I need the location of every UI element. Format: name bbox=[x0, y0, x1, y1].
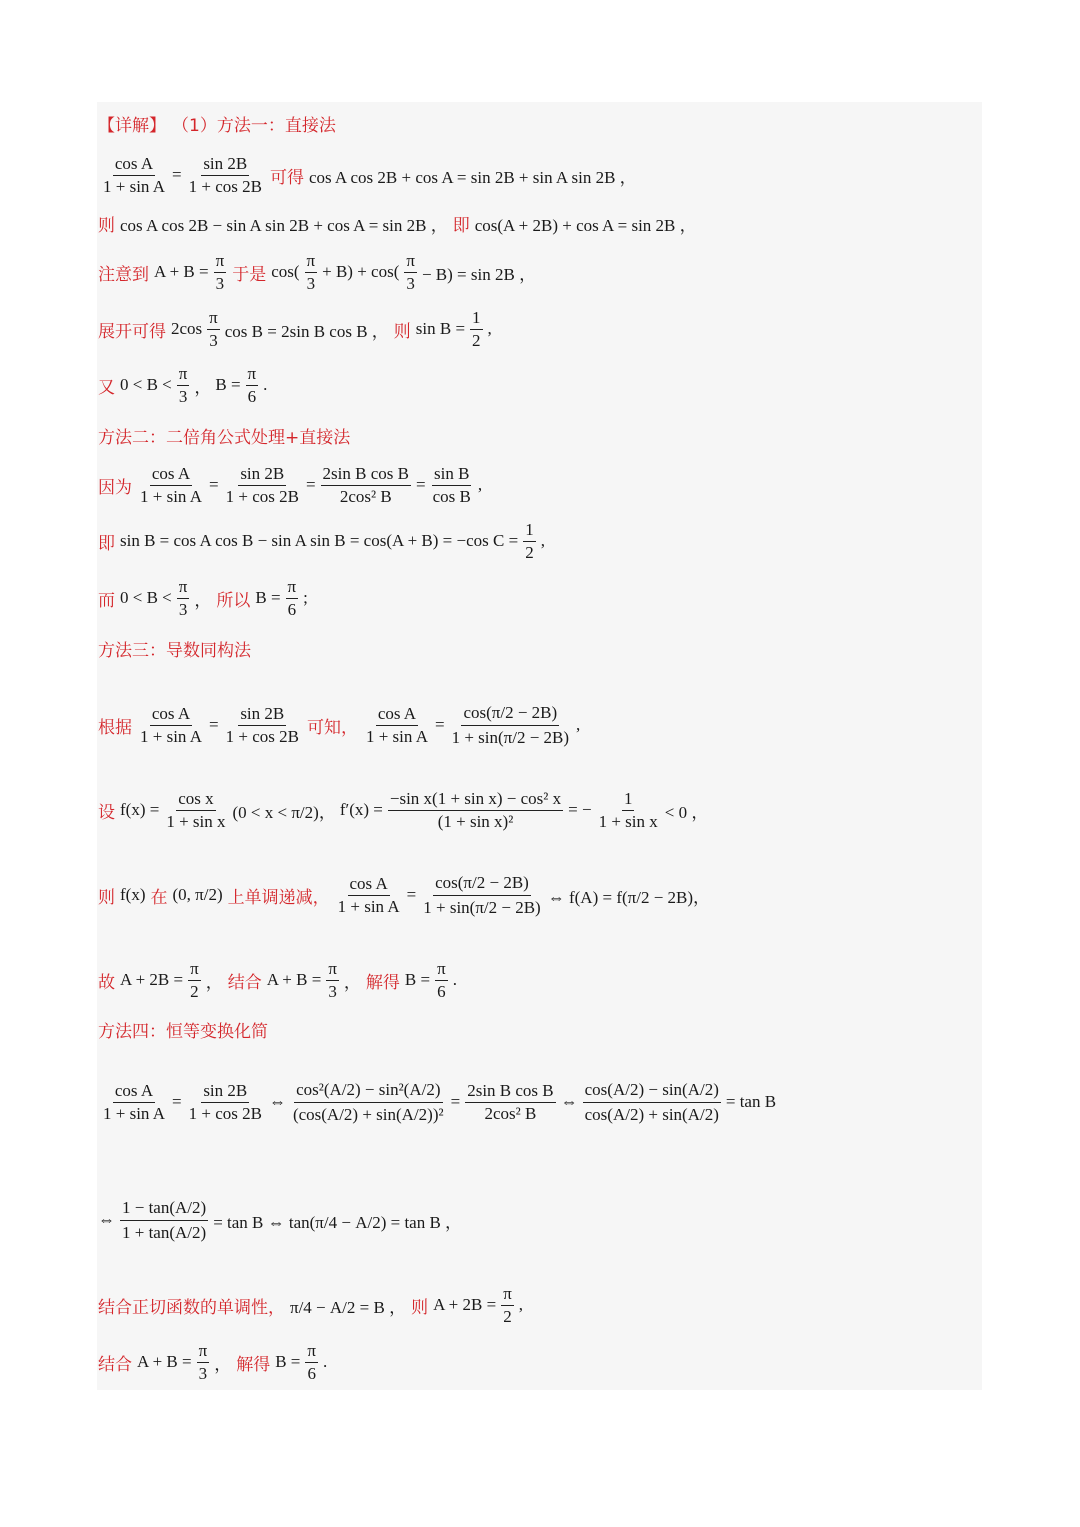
text: 即 bbox=[452, 215, 470, 236]
text: 则 bbox=[98, 887, 115, 908]
text: 可得 bbox=[269, 167, 304, 188]
frac-den: 1 + cos 2B bbox=[225, 726, 299, 746]
iff-symbol: ⇔ bbox=[268, 1092, 286, 1111]
section-title: 方法三：导数同构法 bbox=[98, 640, 251, 661]
expr: − B) = sin 2B ， bbox=[421, 264, 537, 284]
frac-num: cos(π/2 − 2B) bbox=[461, 701, 559, 726]
expr: cos A cos 2B + cos A = sin 2B + sin A sin 2B ， bbox=[308, 167, 637, 187]
frac-num: cos A bbox=[376, 703, 418, 726]
expr: cos(A + 2B) + cos A = sin 2B ， bbox=[474, 215, 697, 235]
frac-num: cos x bbox=[176, 788, 215, 811]
expr: cos A cos 2B − sin A sin 2B + cos A = sin 2B ， bbox=[120, 215, 448, 235]
text: 结合 bbox=[98, 1354, 132, 1375]
text: 又 bbox=[98, 377, 115, 398]
text: 设 bbox=[98, 802, 115, 823]
frac-den: 1 + sin A bbox=[103, 1103, 166, 1123]
frac-num: π bbox=[177, 576, 190, 599]
frac-den: 2cos² B bbox=[339, 486, 392, 506]
text: 展开可得 bbox=[98, 321, 166, 342]
expr: (0 < x < π/2)， bbox=[232, 802, 336, 822]
frac-num: 2sin B cos B bbox=[465, 1080, 555, 1103]
text: 于是 bbox=[232, 264, 267, 285]
expr: < 0 ， bbox=[664, 802, 709, 822]
frac-den: 6 bbox=[307, 1363, 316, 1383]
frac-num: sin 2B bbox=[238, 463, 286, 486]
expr: + B) + cos( bbox=[322, 262, 400, 281]
frac-num: cos²(A/2) − sin²(A/2) bbox=[294, 1078, 442, 1103]
m1-line-1 bbox=[98, 150, 639, 200]
expr: cos B = 2sin B cos B ， bbox=[224, 321, 389, 341]
m1-line-5: 又 0 < B < $\frac{\pi}{3}$ ， B = $\frac{\pi}{6}$ . bbox=[98, 363, 268, 406]
frac-num: −sin x(1 + sin x) − cos² x bbox=[388, 788, 563, 811]
frac-num: cos A bbox=[113, 1080, 155, 1103]
frac-den: 6 bbox=[437, 981, 446, 1001]
frac-num: π bbox=[246, 363, 259, 386]
text: 则 bbox=[98, 215, 115, 236]
frac-den: 1 + sin(π/2 − 2B) bbox=[423, 897, 541, 917]
expr: ⇔ f(A) = f(π/2 − 2B)， bbox=[547, 887, 711, 907]
frac-den: 2cos² B bbox=[484, 1103, 537, 1123]
frac-num: 1 bbox=[523, 519, 536, 542]
m4-title bbox=[98, 1004, 271, 1054]
iff-symbol: ⇔ bbox=[98, 1210, 115, 1229]
frac-den: 2 bbox=[472, 330, 481, 350]
m4-line-1: $\frac{\text{cos A}}{\text{1 + sin A}}$ = $\frac{\sin 2B}{1 + \cos 2B}$ ⇔ $\frac{\text{cos²(A/2) − sin²(A/2)}}{\text{(cos(A/2) + sin(A/2))²}}$ = $\frac{\text{2sin B cos B}}{\text{2cos² B}}$ ⇔ $\frac{\cos(A/2) - \sin(A/2)}{\cos(A/2) + \sin(A/2)}$ = tan B bbox=[98, 1077, 778, 1127]
text: 解得 bbox=[365, 972, 400, 993]
frac-den: 1 + cos 2B bbox=[188, 1103, 262, 1123]
m1-line-4: 展开可得 2cos $\frac{\pi}{3}$ cos B = 2sin B cos B ， 则 sin B = $\frac{1}{2}$ , bbox=[98, 307, 492, 350]
frac-num: sin 2B bbox=[201, 1080, 249, 1103]
frac-den: 1 + sin(π/2 − 2B) bbox=[451, 727, 570, 747]
text: 在 bbox=[150, 887, 168, 908]
frac-den: 1 + sin A bbox=[140, 486, 203, 506]
frac-den: 2 bbox=[503, 1306, 512, 1326]
frac-den: 1 + sin x bbox=[598, 811, 658, 831]
expr: A + B = bbox=[137, 1352, 192, 1371]
frac-den: 6 bbox=[247, 386, 257, 406]
frac-den: 3 bbox=[209, 330, 218, 350]
frac-den: (1 + sin x)² bbox=[437, 811, 514, 831]
frac-num: cos A bbox=[113, 153, 155, 176]
m2-title bbox=[98, 410, 353, 460]
m3-title bbox=[98, 623, 254, 673]
frac-num: π bbox=[435, 958, 448, 981]
expr: sin B = cos A cos B − sin A sin B = cos(A + B) = −cos C = bbox=[120, 531, 519, 550]
frac-num: cos A bbox=[348, 873, 390, 896]
expr: cos( bbox=[271, 262, 300, 281]
frac-num: π bbox=[177, 363, 190, 386]
frac-den: 1 + cos 2B bbox=[188, 176, 262, 196]
iff-symbol: ⇔ bbox=[560, 1092, 578, 1111]
frac-den: 1 + cos 2B bbox=[225, 486, 299, 506]
expr: A + B = bbox=[266, 970, 322, 989]
frac-den: 3 bbox=[328, 981, 337, 1001]
m1-line-3 bbox=[98, 247, 538, 297]
m1-line-2 bbox=[98, 198, 699, 248]
solution-heading bbox=[98, 98, 339, 148]
frac-num: sin B bbox=[432, 463, 471, 486]
frac-den: 3 bbox=[306, 273, 316, 293]
expr: π/4 − A/2 = B ， bbox=[290, 1297, 407, 1317]
frac-den: 1 + tan(A/2) bbox=[122, 1222, 207, 1242]
m2-line-2: 即 sin B = cos A cos B − sin A sin B = cos(A + B) = −cos C = $\frac{1}{2}$ , bbox=[98, 519, 545, 562]
expr: A + 2B = bbox=[120, 970, 184, 989]
text: 而 bbox=[98, 590, 115, 611]
expr: = tan B ⇔ tan(π/4 − A/2) = tan B ， bbox=[213, 1212, 463, 1232]
text: 则 bbox=[393, 321, 411, 342]
expr: A + 2B = bbox=[433, 1295, 497, 1314]
heading-bracket: 【详解】 bbox=[98, 115, 166, 136]
expr: f′(x) = bbox=[339, 800, 383, 819]
frac-den: 1 + sin A bbox=[337, 896, 400, 916]
expr: B = bbox=[255, 588, 281, 607]
frac-num: π bbox=[501, 1283, 514, 1306]
frac-den: 3 bbox=[406, 273, 415, 293]
frac-num: π bbox=[305, 250, 318, 273]
frac-num: cos A bbox=[150, 463, 192, 486]
frac-num: π bbox=[286, 576, 299, 599]
expr: sin B = bbox=[415, 319, 466, 338]
expr: = − bbox=[568, 800, 592, 819]
heading-part: （1）方法一：直接法 bbox=[172, 115, 336, 136]
frac-num: π bbox=[207, 307, 220, 330]
frac-den: 3 bbox=[178, 386, 188, 406]
frac-den: cos B bbox=[432, 486, 471, 506]
section-title: 方法二：二倍角公式处理+直接法 bbox=[98, 427, 351, 448]
m2-line-1: 因为 $\frac{\text{cos A}}{\text{1 + sin A}}$ = $\frac{\sin 2B}{1 + \cos 2B}$ = $\frac{\text{2sin B cos B}}{\text{2cos² B}}$ = $\frac{\text{sin B}}{\text{cos B}}$ , bbox=[98, 463, 483, 506]
m3-line-2 bbox=[98, 785, 710, 835]
frac-den: 1 + sin A bbox=[365, 726, 428, 746]
frac-num: π bbox=[404, 250, 417, 273]
expr: A + B = bbox=[154, 262, 209, 281]
m3-line-3: 则 f(x) 在 (0, π/2) 上单调递减， $\frac{\text{cos A}}{\text{1 + sin A}}$ = $\frac{\cos(\pi/2 - 2B)}{1 + \sin(\pi/2 - 2B)}$ ⇔ f(A) = f(π/2 − 2B)， bbox=[98, 870, 712, 920]
frac-den: 6 bbox=[287, 599, 297, 619]
text: 因为 bbox=[98, 477, 132, 498]
expr: 0 < B < bbox=[120, 588, 172, 607]
frac-num: 1 − tan(A/2) bbox=[120, 1196, 208, 1221]
frac-num: sin 2B bbox=[238, 703, 286, 726]
expr: 0 < B < bbox=[120, 375, 172, 394]
frac-num: π bbox=[197, 1340, 210, 1363]
expr: f(x) bbox=[120, 885, 146, 904]
text: 所以 bbox=[216, 590, 251, 611]
expr: 2cos bbox=[171, 319, 203, 338]
text: 结合 bbox=[227, 972, 262, 993]
frac-num: π bbox=[305, 1340, 318, 1363]
frac-num: π bbox=[188, 958, 201, 981]
m4-line-2 bbox=[98, 1195, 464, 1245]
text: 即 bbox=[98, 533, 115, 554]
text: 可知， bbox=[306, 717, 358, 738]
section-title: 方法四：恒等变换化简 bbox=[98, 1021, 268, 1042]
text: 故 bbox=[98, 972, 115, 993]
text: 注意到 bbox=[98, 264, 149, 285]
frac-den: 1 + sin A bbox=[103, 176, 166, 196]
expr: = tan B bbox=[725, 1092, 777, 1111]
frac-den: (cos(A/2) + sin(A/2))² bbox=[292, 1104, 444, 1124]
frac-num: 1 bbox=[470, 307, 483, 330]
expr: f(x) = bbox=[120, 800, 160, 819]
frac-num: 2sin B cos B bbox=[321, 463, 411, 486]
frac-den: cos(A/2) + sin(A/2) bbox=[584, 1104, 719, 1124]
m3-line-4: 故 A + 2B = $\frac{\pi}{2}$ ， 结合 A + B = $\frac{\pi}{3}$ ， 解得 B = $\frac{\pi}{6}$ . bbox=[98, 958, 457, 1001]
expr: B = bbox=[404, 970, 431, 989]
text: 上单调递减， bbox=[227, 887, 330, 908]
frac-num: sin 2B bbox=[201, 153, 249, 176]
frac-den: 1 + sin x bbox=[166, 811, 226, 831]
frac-den: 3 bbox=[215, 273, 225, 293]
m4-line-3: 结合正切函数的单调性， π/4 − A/2 = B ， 则 A + 2B = $\frac{\pi}{2}$ , bbox=[98, 1283, 524, 1326]
frac-num: 1 bbox=[622, 788, 635, 811]
frac-den: 2 bbox=[190, 981, 199, 1001]
frac-den: 3 bbox=[178, 599, 188, 619]
expr: B = bbox=[215, 375, 241, 394]
frac-num: π bbox=[326, 958, 339, 981]
frac-num: cos(π/2 − 2B) bbox=[433, 871, 531, 896]
frac-num: π bbox=[214, 250, 227, 273]
text: 根据 bbox=[98, 717, 132, 738]
equals: = bbox=[172, 165, 182, 184]
text: 则 bbox=[411, 1297, 429, 1318]
frac-den: 3 bbox=[198, 1363, 208, 1383]
expr: B = bbox=[275, 1352, 301, 1371]
expr: (0, π/2) bbox=[172, 885, 223, 904]
m4-line-4: 结合 A + B = $\frac{\pi}{3}$ ， 解得 B = $\frac{\pi}{6}$ . bbox=[98, 1340, 328, 1383]
frac-num: cos A bbox=[150, 703, 192, 726]
text: 解得 bbox=[236, 1354, 271, 1375]
frac-den: 2 bbox=[525, 542, 534, 562]
frac-num: cos(A/2) − sin(A/2) bbox=[583, 1078, 721, 1103]
m2-line-3: 而 0 < B < $\frac{\pi}{3}$ ， 所以 B = $\frac{\pi}{6}$ ; bbox=[98, 576, 308, 619]
frac-den: 1 + sin A bbox=[140, 726, 203, 746]
m3-line-1: 根据 $\frac{\text{cos A}}{\text{1 + sin A}}$ = $\frac{\sin 2B}{1 + \cos 2B}$ 可知， $\frac{\text{cos A}}{\text{1 + sin A}}$ = $\frac{\cos(\pi/2 - 2B)}{1 + \sin(\pi/2 - 2B)}$ , bbox=[98, 700, 582, 750]
text: 结合正切函数的单调性， bbox=[98, 1297, 285, 1318]
